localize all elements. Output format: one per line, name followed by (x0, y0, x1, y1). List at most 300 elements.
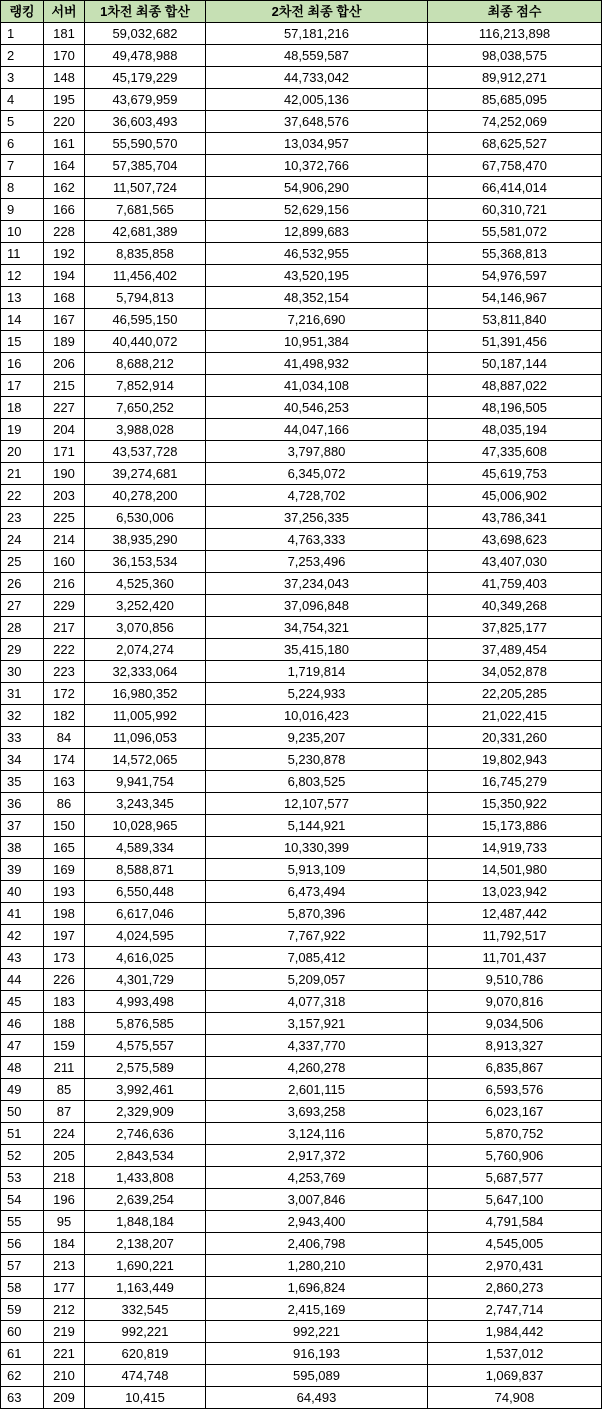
round1-total-cell: 8,588,871 (85, 859, 206, 881)
final-score-cell: 9,070,816 (428, 991, 602, 1013)
round1-total-cell: 620,819 (85, 1343, 206, 1365)
final-score-cell: 98,038,575 (428, 45, 602, 67)
rank-cell: 51 (1, 1123, 44, 1145)
round1-total-cell: 10,415 (85, 1387, 206, 1409)
table-row (1, 353, 602, 375)
rank-cell: 4 (1, 89, 44, 111)
server-cell: 166 (44, 199, 85, 221)
round1-total-cell: 38,935,290 (85, 529, 206, 551)
final-score-cell: 2,747,714 (428, 1299, 602, 1321)
final-score-cell: 43,786,341 (428, 507, 602, 529)
final-score-cell: 19,802,943 (428, 749, 602, 771)
server-cell: 212 (44, 1299, 85, 1321)
round1-total-cell: 2,639,254 (85, 1189, 206, 1211)
rank-cell: 53 (1, 1167, 44, 1189)
round2-total-cell: 6,803,525 (206, 771, 428, 793)
server-cell: 211 (44, 1057, 85, 1079)
round1-total-cell: 6,530,006 (85, 507, 206, 529)
table-row (1, 419, 602, 441)
round1-total-cell: 3,252,420 (85, 595, 206, 617)
round1-total-cell: 4,616,025 (85, 947, 206, 969)
table-row (1, 705, 602, 727)
server-cell: 167 (44, 309, 85, 331)
rank-cell: 48 (1, 1057, 44, 1079)
final-score-cell: 48,035,194 (428, 419, 602, 441)
final-score-cell: 14,501,980 (428, 859, 602, 881)
round1-total-cell: 55,590,570 (85, 133, 206, 155)
rank-cell: 59 (1, 1299, 44, 1321)
round2-total-cell: 2,415,169 (206, 1299, 428, 1321)
table-row (1, 243, 602, 265)
round1-total-cell: 49,478,988 (85, 45, 206, 67)
table-body (1, 23, 602, 1409)
round2-total-cell: 3,007,846 (206, 1189, 428, 1211)
server-cell: 177 (44, 1277, 85, 1299)
final-score-cell: 89,912,271 (428, 67, 602, 89)
rank-cell: 47 (1, 1035, 44, 1057)
round2-total-cell: 44,733,042 (206, 67, 428, 89)
final-score-cell: 2,970,431 (428, 1255, 602, 1277)
round1-total-cell: 2,329,909 (85, 1101, 206, 1123)
round2-total-cell: 5,870,396 (206, 903, 428, 925)
rank-cell: 29 (1, 639, 44, 661)
server-cell: 210 (44, 1365, 85, 1387)
round2-total-cell: 43,520,195 (206, 265, 428, 287)
server-cell: 197 (44, 925, 85, 947)
server-cell: 204 (44, 419, 85, 441)
final-score-cell: 37,825,177 (428, 617, 602, 639)
server-cell: 161 (44, 133, 85, 155)
rank-cell: 9 (1, 199, 44, 221)
rank-cell: 11 (1, 243, 44, 265)
round1-total-cell: 5,876,585 (85, 1013, 206, 1035)
rank-cell: 16 (1, 353, 44, 375)
round1-total-cell: 8,688,212 (85, 353, 206, 375)
final-score-cell: 4,791,584 (428, 1211, 602, 1233)
server-cell: 223 (44, 661, 85, 683)
table-row (1, 221, 602, 243)
table-row (1, 1387, 602, 1409)
round2-total-cell: 4,763,333 (206, 529, 428, 551)
table-row (1, 683, 602, 705)
round1-total-cell: 7,650,252 (85, 397, 206, 419)
rank-cell: 13 (1, 287, 44, 309)
table-row (1, 771, 602, 793)
final-score-cell: 48,887,022 (428, 375, 602, 397)
round1-total-cell: 4,993,498 (85, 991, 206, 1013)
server-cell: 198 (44, 903, 85, 925)
table-row (1, 991, 602, 1013)
round2-total-cell: 5,913,109 (206, 859, 428, 881)
server-cell: 226 (44, 969, 85, 991)
round2-total-cell: 5,230,878 (206, 749, 428, 771)
table-row (1, 1145, 602, 1167)
round1-total-cell: 3,988,028 (85, 419, 206, 441)
table-row (1, 199, 602, 221)
table-row (1, 1211, 602, 1233)
round1-total-cell: 16,980,352 (85, 683, 206, 705)
server-cell: 170 (44, 45, 85, 67)
server-cell: 190 (44, 463, 85, 485)
round1-total-cell: 8,835,858 (85, 243, 206, 265)
rank-cell: 7 (1, 155, 44, 177)
table-row (1, 1101, 602, 1123)
server-cell: 227 (44, 397, 85, 419)
final-score-cell: 13,023,942 (428, 881, 602, 903)
rank-cell: 26 (1, 573, 44, 595)
server-cell: 160 (44, 551, 85, 573)
round1-total-cell: 2,746,636 (85, 1123, 206, 1145)
final-score-cell: 116,213,898 (428, 23, 602, 45)
final-score-cell: 53,811,840 (428, 309, 602, 331)
rank-cell: 37 (1, 815, 44, 837)
rank-cell: 52 (1, 1145, 44, 1167)
server-cell: 222 (44, 639, 85, 661)
round1-total-cell: 36,603,493 (85, 111, 206, 133)
table-row (1, 397, 602, 419)
round2-total-cell: 13,034,957 (206, 133, 428, 155)
round1-total-cell: 3,070,856 (85, 617, 206, 639)
rank-cell: 34 (1, 749, 44, 771)
table-row (1, 551, 602, 573)
final-score-cell: 54,976,597 (428, 265, 602, 287)
rank-cell: 18 (1, 397, 44, 419)
round2-total-cell: 48,352,154 (206, 287, 428, 309)
round2-total-cell: 41,034,108 (206, 375, 428, 397)
final-score-cell: 66,414,014 (428, 177, 602, 199)
final-score-cell: 6,835,867 (428, 1057, 602, 1079)
rank-cell: 54 (1, 1189, 44, 1211)
round2-total-cell: 35,415,180 (206, 639, 428, 661)
round1-total-cell: 10,028,965 (85, 815, 206, 837)
rank-cell: 45 (1, 991, 44, 1013)
server-cell: 87 (44, 1101, 85, 1123)
round2-total-cell: 4,337,770 (206, 1035, 428, 1057)
round1-total-cell: 5,794,813 (85, 287, 206, 309)
round2-total-cell: 37,648,576 (206, 111, 428, 133)
table-row (1, 1277, 602, 1299)
table-row (1, 793, 602, 815)
rank-cell: 1 (1, 23, 44, 45)
server-cell: 216 (44, 573, 85, 595)
round2-total-cell: 64,493 (206, 1387, 428, 1409)
rank-cell: 27 (1, 595, 44, 617)
rank-cell: 14 (1, 309, 44, 331)
server-cell: 159 (44, 1035, 85, 1057)
table-row (1, 331, 602, 353)
server-cell: 150 (44, 815, 85, 837)
rank-cell: 31 (1, 683, 44, 705)
table-row (1, 947, 602, 969)
table-row (1, 1365, 602, 1387)
rank-cell: 63 (1, 1387, 44, 1409)
final-score-cell: 9,510,786 (428, 969, 602, 991)
table-row (1, 573, 602, 595)
round2-total-cell: 10,330,399 (206, 837, 428, 859)
final-score-cell: 9,034,506 (428, 1013, 602, 1035)
server-cell: 182 (44, 705, 85, 727)
table-row (1, 727, 602, 749)
round2-total-cell: 2,601,115 (206, 1079, 428, 1101)
header-row (1, 1, 602, 23)
round2-total-cell: 10,372,766 (206, 155, 428, 177)
round1-total-cell: 4,301,729 (85, 969, 206, 991)
table-row (1, 441, 602, 463)
table-row (1, 309, 602, 331)
round1-total-cell: 11,096,053 (85, 727, 206, 749)
rank-cell: 32 (1, 705, 44, 727)
final-score-cell: 41,759,403 (428, 573, 602, 595)
round2-total-cell: 4,077,318 (206, 991, 428, 1013)
table-row (1, 1079, 602, 1101)
rank-cell: 60 (1, 1321, 44, 1343)
round1-total-cell: 7,852,914 (85, 375, 206, 397)
final-score-cell: 5,870,752 (428, 1123, 602, 1145)
final-score-cell: 68,625,527 (428, 133, 602, 155)
round1-total-cell: 1,433,808 (85, 1167, 206, 1189)
round2-total-cell: 3,124,116 (206, 1123, 428, 1145)
table-row (1, 969, 602, 991)
round1-total-cell: 42,681,389 (85, 221, 206, 243)
final-score-cell: 50,187,144 (428, 353, 602, 375)
table-row (1, 23, 602, 45)
rank-cell: 36 (1, 793, 44, 815)
server-cell: 168 (44, 287, 85, 309)
server-cell: 229 (44, 595, 85, 617)
final-score-cell: 5,760,906 (428, 1145, 602, 1167)
table-row (1, 1255, 602, 1277)
rank-cell: 19 (1, 419, 44, 441)
rank-cell: 10 (1, 221, 44, 243)
round1-total-cell: 43,537,728 (85, 441, 206, 463)
round1-total-cell: 59,032,682 (85, 23, 206, 45)
rank-cell: 6 (1, 133, 44, 155)
server-cell: 148 (44, 67, 85, 89)
final-score-cell: 4,545,005 (428, 1233, 602, 1255)
server-cell: 218 (44, 1167, 85, 1189)
server-cell: 172 (44, 683, 85, 705)
final-score-cell: 2,860,273 (428, 1277, 602, 1299)
table-row (1, 639, 602, 661)
server-cell: 225 (44, 507, 85, 529)
server-cell: 220 (44, 111, 85, 133)
final-score-cell: 11,701,437 (428, 947, 602, 969)
round1-total-cell: 40,440,072 (85, 331, 206, 353)
rank-cell: 33 (1, 727, 44, 749)
server-cell: 196 (44, 1189, 85, 1211)
server-cell: 224 (44, 1123, 85, 1145)
final-score-cell: 45,619,753 (428, 463, 602, 485)
table-row (1, 661, 602, 683)
round1-total-cell: 4,575,557 (85, 1035, 206, 1057)
round1-total-cell: 2,074,274 (85, 639, 206, 661)
final-score-cell: 12,487,442 (428, 903, 602, 925)
final-score-cell: 54,146,967 (428, 287, 602, 309)
table-row (1, 881, 602, 903)
round1-total-cell: 39,274,681 (85, 463, 206, 485)
rank-cell: 20 (1, 441, 44, 463)
round2-total-cell: 46,532,955 (206, 243, 428, 265)
round1-total-cell: 1,848,184 (85, 1211, 206, 1233)
round2-total-cell: 37,096,848 (206, 595, 428, 617)
table-row (1, 925, 602, 947)
rank-cell: 57 (1, 1255, 44, 1277)
rank-cell: 5 (1, 111, 44, 133)
header-rank: 랭킹 (1, 1, 44, 23)
rank-cell: 38 (1, 837, 44, 859)
round1-total-cell: 7,681,565 (85, 199, 206, 221)
round1-total-cell: 32,333,064 (85, 661, 206, 683)
round1-total-cell: 9,941,754 (85, 771, 206, 793)
final-score-cell: 67,758,470 (428, 155, 602, 177)
final-score-cell: 5,687,577 (428, 1167, 602, 1189)
round2-total-cell: 6,473,494 (206, 881, 428, 903)
table-row (1, 529, 602, 551)
round2-total-cell: 1,280,210 (206, 1255, 428, 1277)
server-cell: 174 (44, 749, 85, 771)
final-score-cell: 43,407,030 (428, 551, 602, 573)
server-cell: 219 (44, 1321, 85, 1343)
server-cell: 171 (44, 441, 85, 463)
table-row (1, 177, 602, 199)
table-row (1, 617, 602, 639)
table-row (1, 67, 602, 89)
round1-total-cell: 332,545 (85, 1299, 206, 1321)
rank-cell: 46 (1, 1013, 44, 1035)
round2-total-cell: 12,899,683 (206, 221, 428, 243)
server-cell: 209 (44, 1387, 85, 1409)
rank-cell: 12 (1, 265, 44, 287)
rank-cell: 23 (1, 507, 44, 529)
table-row (1, 1035, 602, 1057)
table-row (1, 45, 602, 67)
server-cell: 173 (44, 947, 85, 969)
round1-total-cell: 2,138,207 (85, 1233, 206, 1255)
final-score-cell: 20,331,260 (428, 727, 602, 749)
rank-cell: 55 (1, 1211, 44, 1233)
server-cell: 205 (44, 1145, 85, 1167)
round2-total-cell: 1,696,824 (206, 1277, 428, 1299)
round2-total-cell: 57,181,216 (206, 23, 428, 45)
rank-cell: 21 (1, 463, 44, 485)
rank-cell: 61 (1, 1343, 44, 1365)
server-cell: 206 (44, 353, 85, 375)
rank-cell: 3 (1, 67, 44, 89)
round1-total-cell: 474,748 (85, 1365, 206, 1387)
rank-cell: 41 (1, 903, 44, 925)
round1-total-cell: 46,595,150 (85, 309, 206, 331)
round2-total-cell: 4,253,769 (206, 1167, 428, 1189)
round1-total-cell: 40,278,200 (85, 485, 206, 507)
table-row (1, 859, 602, 881)
round1-total-cell: 992,221 (85, 1321, 206, 1343)
table-row (1, 1189, 602, 1211)
rank-cell: 62 (1, 1365, 44, 1387)
round1-total-cell: 2,843,534 (85, 1145, 206, 1167)
table-row (1, 903, 602, 925)
round2-total-cell: 595,089 (206, 1365, 428, 1387)
round2-total-cell: 5,209,057 (206, 969, 428, 991)
round2-total-cell: 7,767,922 (206, 925, 428, 947)
round2-total-cell: 37,256,335 (206, 507, 428, 529)
final-score-cell: 15,350,922 (428, 793, 602, 815)
round2-total-cell: 7,085,412 (206, 947, 428, 969)
round1-total-cell: 6,550,448 (85, 881, 206, 903)
round2-total-cell: 40,546,253 (206, 397, 428, 419)
server-cell: 213 (44, 1255, 85, 1277)
rank-cell: 30 (1, 661, 44, 683)
round1-total-cell: 1,163,449 (85, 1277, 206, 1299)
final-score-cell: 43,698,623 (428, 529, 602, 551)
round2-total-cell: 44,047,166 (206, 419, 428, 441)
round2-total-cell: 2,943,400 (206, 1211, 428, 1233)
table-row (1, 155, 602, 177)
round1-total-cell: 45,179,229 (85, 67, 206, 89)
final-score-cell: 85,685,095 (428, 89, 602, 111)
final-score-cell: 55,368,813 (428, 243, 602, 265)
rank-cell: 39 (1, 859, 44, 881)
rank-cell: 49 (1, 1079, 44, 1101)
rank-cell: 42 (1, 925, 44, 947)
round2-total-cell: 2,917,372 (206, 1145, 428, 1167)
round1-total-cell: 4,525,360 (85, 573, 206, 595)
round1-total-cell: 6,617,046 (85, 903, 206, 925)
table-row (1, 749, 602, 771)
rank-cell: 58 (1, 1277, 44, 1299)
server-cell: 217 (44, 617, 85, 639)
rank-cell: 8 (1, 177, 44, 199)
final-score-cell: 22,205,285 (428, 683, 602, 705)
table-row (1, 1233, 602, 1255)
round2-total-cell: 7,253,496 (206, 551, 428, 573)
table-row (1, 1123, 602, 1145)
server-cell: 193 (44, 881, 85, 903)
server-cell: 86 (44, 793, 85, 815)
round1-total-cell: 57,385,704 (85, 155, 206, 177)
final-score-cell: 1,537,012 (428, 1343, 602, 1365)
round2-total-cell: 5,224,933 (206, 683, 428, 705)
table-row (1, 265, 602, 287)
round2-total-cell: 10,016,423 (206, 705, 428, 727)
round2-total-cell: 10,951,384 (206, 331, 428, 353)
server-cell: 194 (44, 265, 85, 287)
round1-total-cell: 3,992,461 (85, 1079, 206, 1101)
rank-cell: 56 (1, 1233, 44, 1255)
server-cell: 228 (44, 221, 85, 243)
round2-total-cell: 2,406,798 (206, 1233, 428, 1255)
server-cell: 162 (44, 177, 85, 199)
server-cell: 195 (44, 89, 85, 111)
server-cell: 203 (44, 485, 85, 507)
rank-cell: 50 (1, 1101, 44, 1123)
rank-cell: 44 (1, 969, 44, 991)
round1-total-cell: 4,589,334 (85, 837, 206, 859)
rank-cell: 22 (1, 485, 44, 507)
rank-cell: 2 (1, 45, 44, 67)
server-cell: 221 (44, 1343, 85, 1365)
server-cell: 181 (44, 23, 85, 45)
final-score-cell: 51,391,456 (428, 331, 602, 353)
round2-total-cell: 3,693,258 (206, 1101, 428, 1123)
round2-total-cell: 4,728,702 (206, 485, 428, 507)
final-score-cell: 55,581,072 (428, 221, 602, 243)
final-score-cell: 47,335,608 (428, 441, 602, 463)
server-cell: 189 (44, 331, 85, 353)
round1-total-cell: 14,572,065 (85, 749, 206, 771)
final-score-cell: 15,173,886 (428, 815, 602, 837)
round1-total-cell: 4,024,595 (85, 925, 206, 947)
round2-total-cell: 48,559,587 (206, 45, 428, 67)
